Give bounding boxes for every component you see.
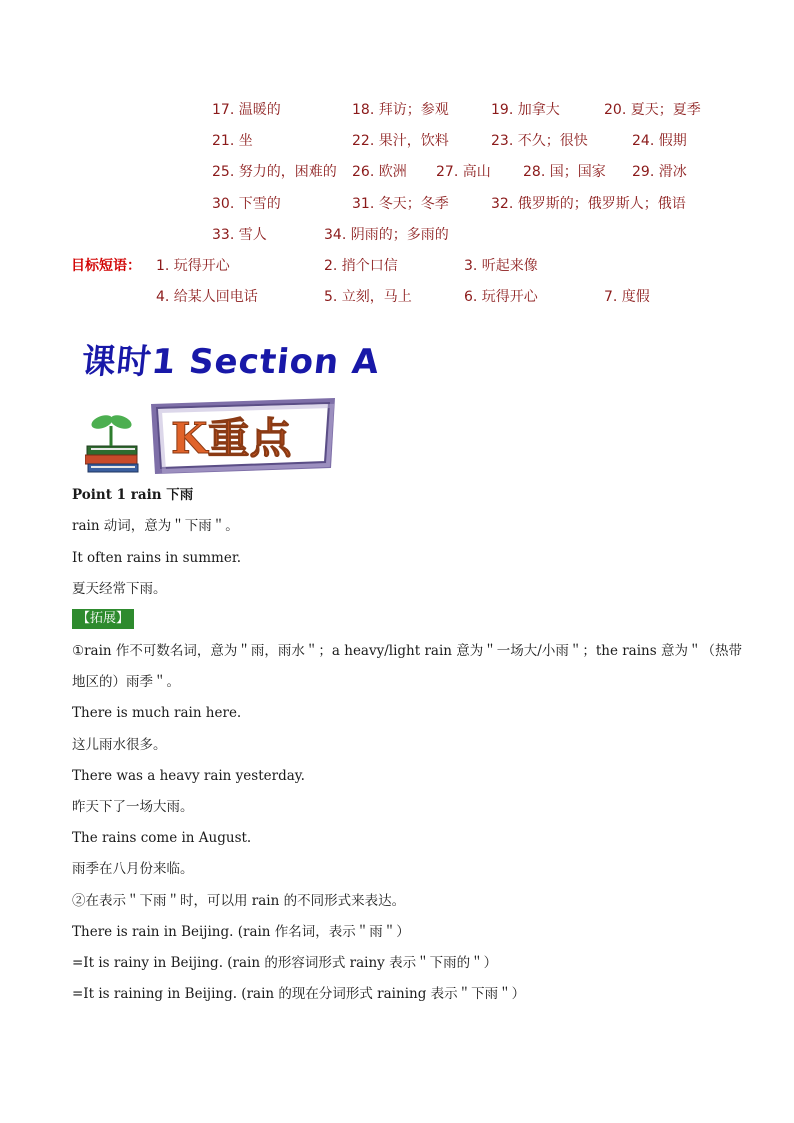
vocab-row: [0, 161, 794, 183]
example-sentence: There is rain in Beijing. (rain 作名词，表示＂雨＂）: [72, 924, 410, 940]
vocab-item: 18. 拜访；参观: [352, 102, 449, 118]
translation-line: 这儿雨水很多。: [72, 737, 167, 753]
example-sentence: It often rains in summer.: [72, 550, 242, 566]
phrase-item: 5. 立刻，马上: [324, 289, 412, 305]
vocab-item: 34. 阴雨的；多雨的: [324, 227, 449, 243]
vocab-row: [0, 130, 794, 152]
vocab-item: 24. 假期: [632, 133, 687, 149]
phrase-item: 6. 玩得开心: [464, 289, 538, 305]
phrase-item: 1. 玩得开心: [156, 258, 230, 274]
vocab-item: 33. 雪人: [212, 227, 267, 243]
vocab-item: 25. 努力的，困难的: [212, 164, 337, 180]
example-sentence: =It is raining in Beijing. (rain 的现在分词形式 raining 表示＂下雨＂）: [72, 986, 526, 1002]
example-sentence: The rains come in August.: [72, 830, 252, 846]
body-line: ②在表示＂下雨＂时，可以用 rain 的不同形式来表达。: [72, 893, 406, 909]
point-title: Point 1 rain 下雨: [72, 487, 194, 503]
vocab-item: 30. 下雪的: [212, 196, 281, 212]
body-line: 地区的）雨季＂。: [72, 674, 180, 690]
vocab-row: [0, 193, 794, 215]
key-points-badge: [85, 398, 345, 478]
vocab-item: 32. 俄罗斯的；俄罗斯人；俄语: [491, 196, 686, 212]
body-line: rain 动词，意为＂下雨＂。: [72, 518, 239, 534]
vocab-row: [0, 99, 794, 121]
key-badge-text: K重点: [171, 414, 292, 463]
translation-line: 雨季在八月份来临。: [72, 861, 194, 877]
example-sentence: =It is rainy in Beijing. (rain 的形容词形式 rainy 表示＂下雨的＂）: [72, 955, 498, 971]
phrase-item: 7. 度假: [604, 289, 650, 305]
vocab-item: 17. 温暖的: [212, 102, 281, 118]
section-title: 课时1 Section A: [79, 342, 382, 382]
vocab-item: 26. 欧洲: [352, 164, 407, 180]
extension-tag: 【拓展】: [72, 609, 134, 629]
vocab-item: 31. 冬天；冬季: [352, 196, 449, 212]
example-sentence: There was a heavy rain yesterday.: [72, 768, 305, 784]
vocab-item: 19. 加拿大: [491, 102, 560, 118]
book-sprout-icon: [85, 413, 138, 472]
phrase-item: 2. 捎个口信: [324, 258, 398, 274]
vocab-item: 21. 坐: [212, 133, 253, 149]
body-line: ①rain 作不可数名词，意为＂雨，雨水＂；a heavy/light rain 意为＂一场大/小雨＂；the rains 意为＂（热带: [72, 643, 742, 659]
translation-line: 夏天经常下雨。: [72, 581, 167, 597]
example-sentence: There is much rain here.: [72, 705, 242, 721]
vocab-item: 22. 果汁，饮料: [352, 133, 449, 149]
phrase-item: 3. 听起来像: [464, 258, 538, 274]
translation-line: 昨天下了一场大雨。: [72, 799, 194, 815]
phrase-item: 4. 给某人回电话: [156, 289, 258, 305]
phrases-label: 目标短语：: [71, 258, 141, 274]
vocab-item: 29. 滑冰: [632, 164, 687, 180]
vocab-item: 20. 夏天；夏季: [604, 102, 701, 118]
vocab-row: [0, 224, 794, 246]
vocab-item: 28. 国；国家: [523, 164, 606, 180]
vocab-item: 27. 高山: [436, 164, 491, 180]
vocab-item: 23. 不久；很快: [491, 133, 588, 149]
